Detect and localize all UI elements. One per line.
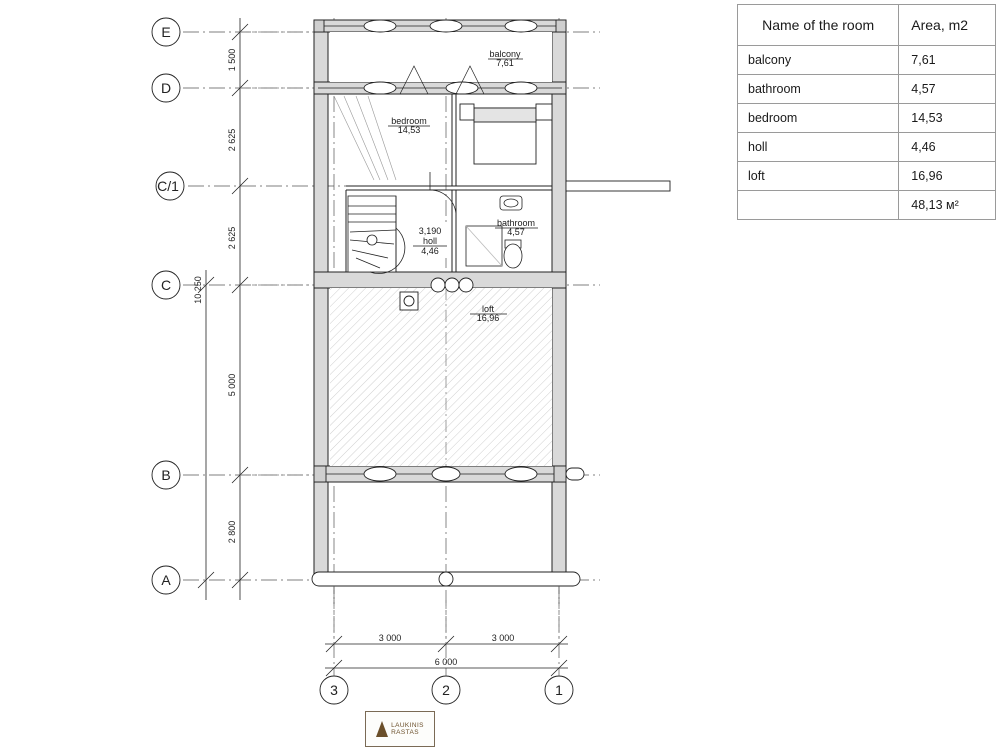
- table-row: [738, 133, 996, 162]
- room-area: 14,53: [899, 104, 996, 133]
- table-row: [738, 162, 996, 191]
- room-name: bedroom: [738, 104, 899, 133]
- column-header-name: Name of the room: [738, 5, 899, 46]
- room-label-bedroom: [388, 116, 430, 135]
- svg-text:A: A: [161, 572, 171, 588]
- room-schedule-table: [737, 4, 996, 220]
- svg-text:loft: loft: [481, 304, 495, 314]
- grid-bubble-A: [152, 566, 180, 594]
- table-header-row: [738, 5, 996, 46]
- room-area: 4,57: [899, 75, 996, 104]
- table-row: [738, 75, 996, 104]
- svg-text:bathroom: bathroom: [496, 218, 536, 228]
- svg-text:C/1: C/1: [157, 178, 179, 194]
- room-name: balcony: [738, 46, 899, 75]
- column-header-area: Area, m2: [899, 5, 996, 46]
- grid-bubble-D: [152, 74, 180, 102]
- dim-label: 5 000: [227, 373, 237, 397]
- svg-text:14,53: 14,53: [397, 125, 421, 135]
- dim-label: 3 000: [378, 633, 402, 643]
- total-label: [738, 191, 899, 220]
- loft-floor-hatch: [330, 288, 552, 466]
- room-name: holl: [738, 133, 899, 162]
- svg-text:C: C: [160, 277, 172, 293]
- bed-furniture: [460, 104, 552, 164]
- room-name: loft: [738, 162, 899, 191]
- bedroom-roof-lines: [334, 96, 396, 180]
- grid-bubble-2: [432, 676, 460, 704]
- total-area: 48,13 м²: [899, 191, 996, 220]
- vertical-dimension-chain: [198, 18, 320, 600]
- svg-text:bedroom: bedroom: [391, 116, 427, 126]
- dim-label-overall: 10 250: [193, 276, 203, 304]
- table-row: [738, 46, 996, 75]
- svg-text:3,190: 3,190: [418, 226, 442, 236]
- dim-label: 2 625: [227, 226, 237, 250]
- dim-label: 2 625: [227, 128, 237, 152]
- tree-icon: [376, 721, 388, 737]
- staircase: [348, 196, 405, 274]
- svg-text:3: 3: [330, 682, 338, 698]
- svg-text:4,46: 4,46: [421, 246, 439, 256]
- table-row: [738, 104, 996, 133]
- grid-bubble-B: [152, 461, 180, 489]
- room-area: 16,96: [899, 162, 996, 191]
- svg-text:B: B: [161, 467, 171, 483]
- grid-bubble-C1: [156, 172, 184, 200]
- room-name: bathroom: [738, 75, 899, 104]
- svg-text:D: D: [160, 80, 172, 96]
- room-area: 7,61: [899, 46, 996, 75]
- grid-bubble-C: [152, 271, 180, 299]
- logo-line-1: LAUKINIS: [391, 721, 424, 729]
- dim-label-overall: 6 000: [434, 657, 458, 667]
- svg-text:1: 1: [555, 682, 563, 698]
- svg-text:16,96: 16,96: [476, 313, 500, 323]
- dim-label: 2 800: [227, 520, 237, 544]
- svg-text:7,61: 7,61: [496, 58, 514, 68]
- dim-label: 1 500: [227, 48, 237, 72]
- right-ledge: [566, 181, 670, 191]
- svg-text:4,57: 4,57: [507, 227, 525, 237]
- svg-text:2: 2: [442, 682, 450, 698]
- grid-bubble-3: [320, 676, 348, 704]
- svg-text:balcony: balcony: [489, 49, 521, 59]
- room-area: 4,46: [899, 133, 996, 162]
- logo-line-2: RASTAS: [391, 729, 420, 736]
- logo-text: [391, 722, 424, 737]
- dim-label: 3 000: [491, 633, 515, 643]
- svg-text:E: E: [161, 24, 171, 40]
- grid-bubble-E: [152, 18, 180, 46]
- grid-bubble-1: [545, 676, 573, 704]
- svg-text:holl: holl: [422, 236, 438, 246]
- table-row-total: [738, 191, 996, 220]
- company-logo: [365, 711, 435, 747]
- room-label-holl: [411, 224, 449, 258]
